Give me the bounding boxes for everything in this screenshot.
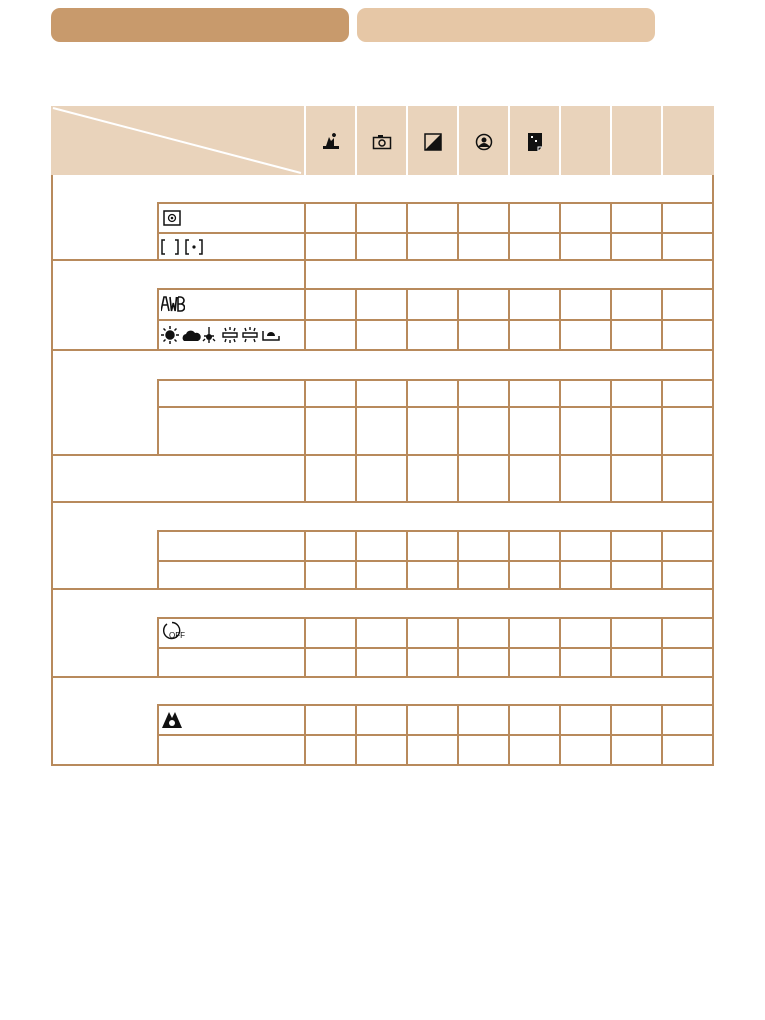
- white-balance-presets-icon: [159, 323, 303, 347]
- settings-availability-table: [51, 106, 714, 766]
- timer-off-icon: [160, 620, 186, 642]
- header-diagonal: [51, 106, 303, 175]
- normal-focus-icon: [160, 707, 184, 731]
- portrait-scene-icon: [306, 126, 355, 158]
- contrast-icon: [408, 126, 457, 158]
- poster-effect-icon: [510, 126, 559, 158]
- center-weighted-spot-metering-icon: [160, 237, 210, 257]
- camera-icon: [357, 126, 406, 158]
- evaluative-metering-icon: [161, 208, 183, 228]
- section-tab-other[interactable]: [357, 8, 655, 42]
- awb-icon: [160, 293, 186, 315]
- face-smile-icon: [459, 126, 508, 158]
- section-tab-current[interactable]: [51, 8, 349, 42]
- svg-text:OFF: OFF: [169, 631, 185, 640]
